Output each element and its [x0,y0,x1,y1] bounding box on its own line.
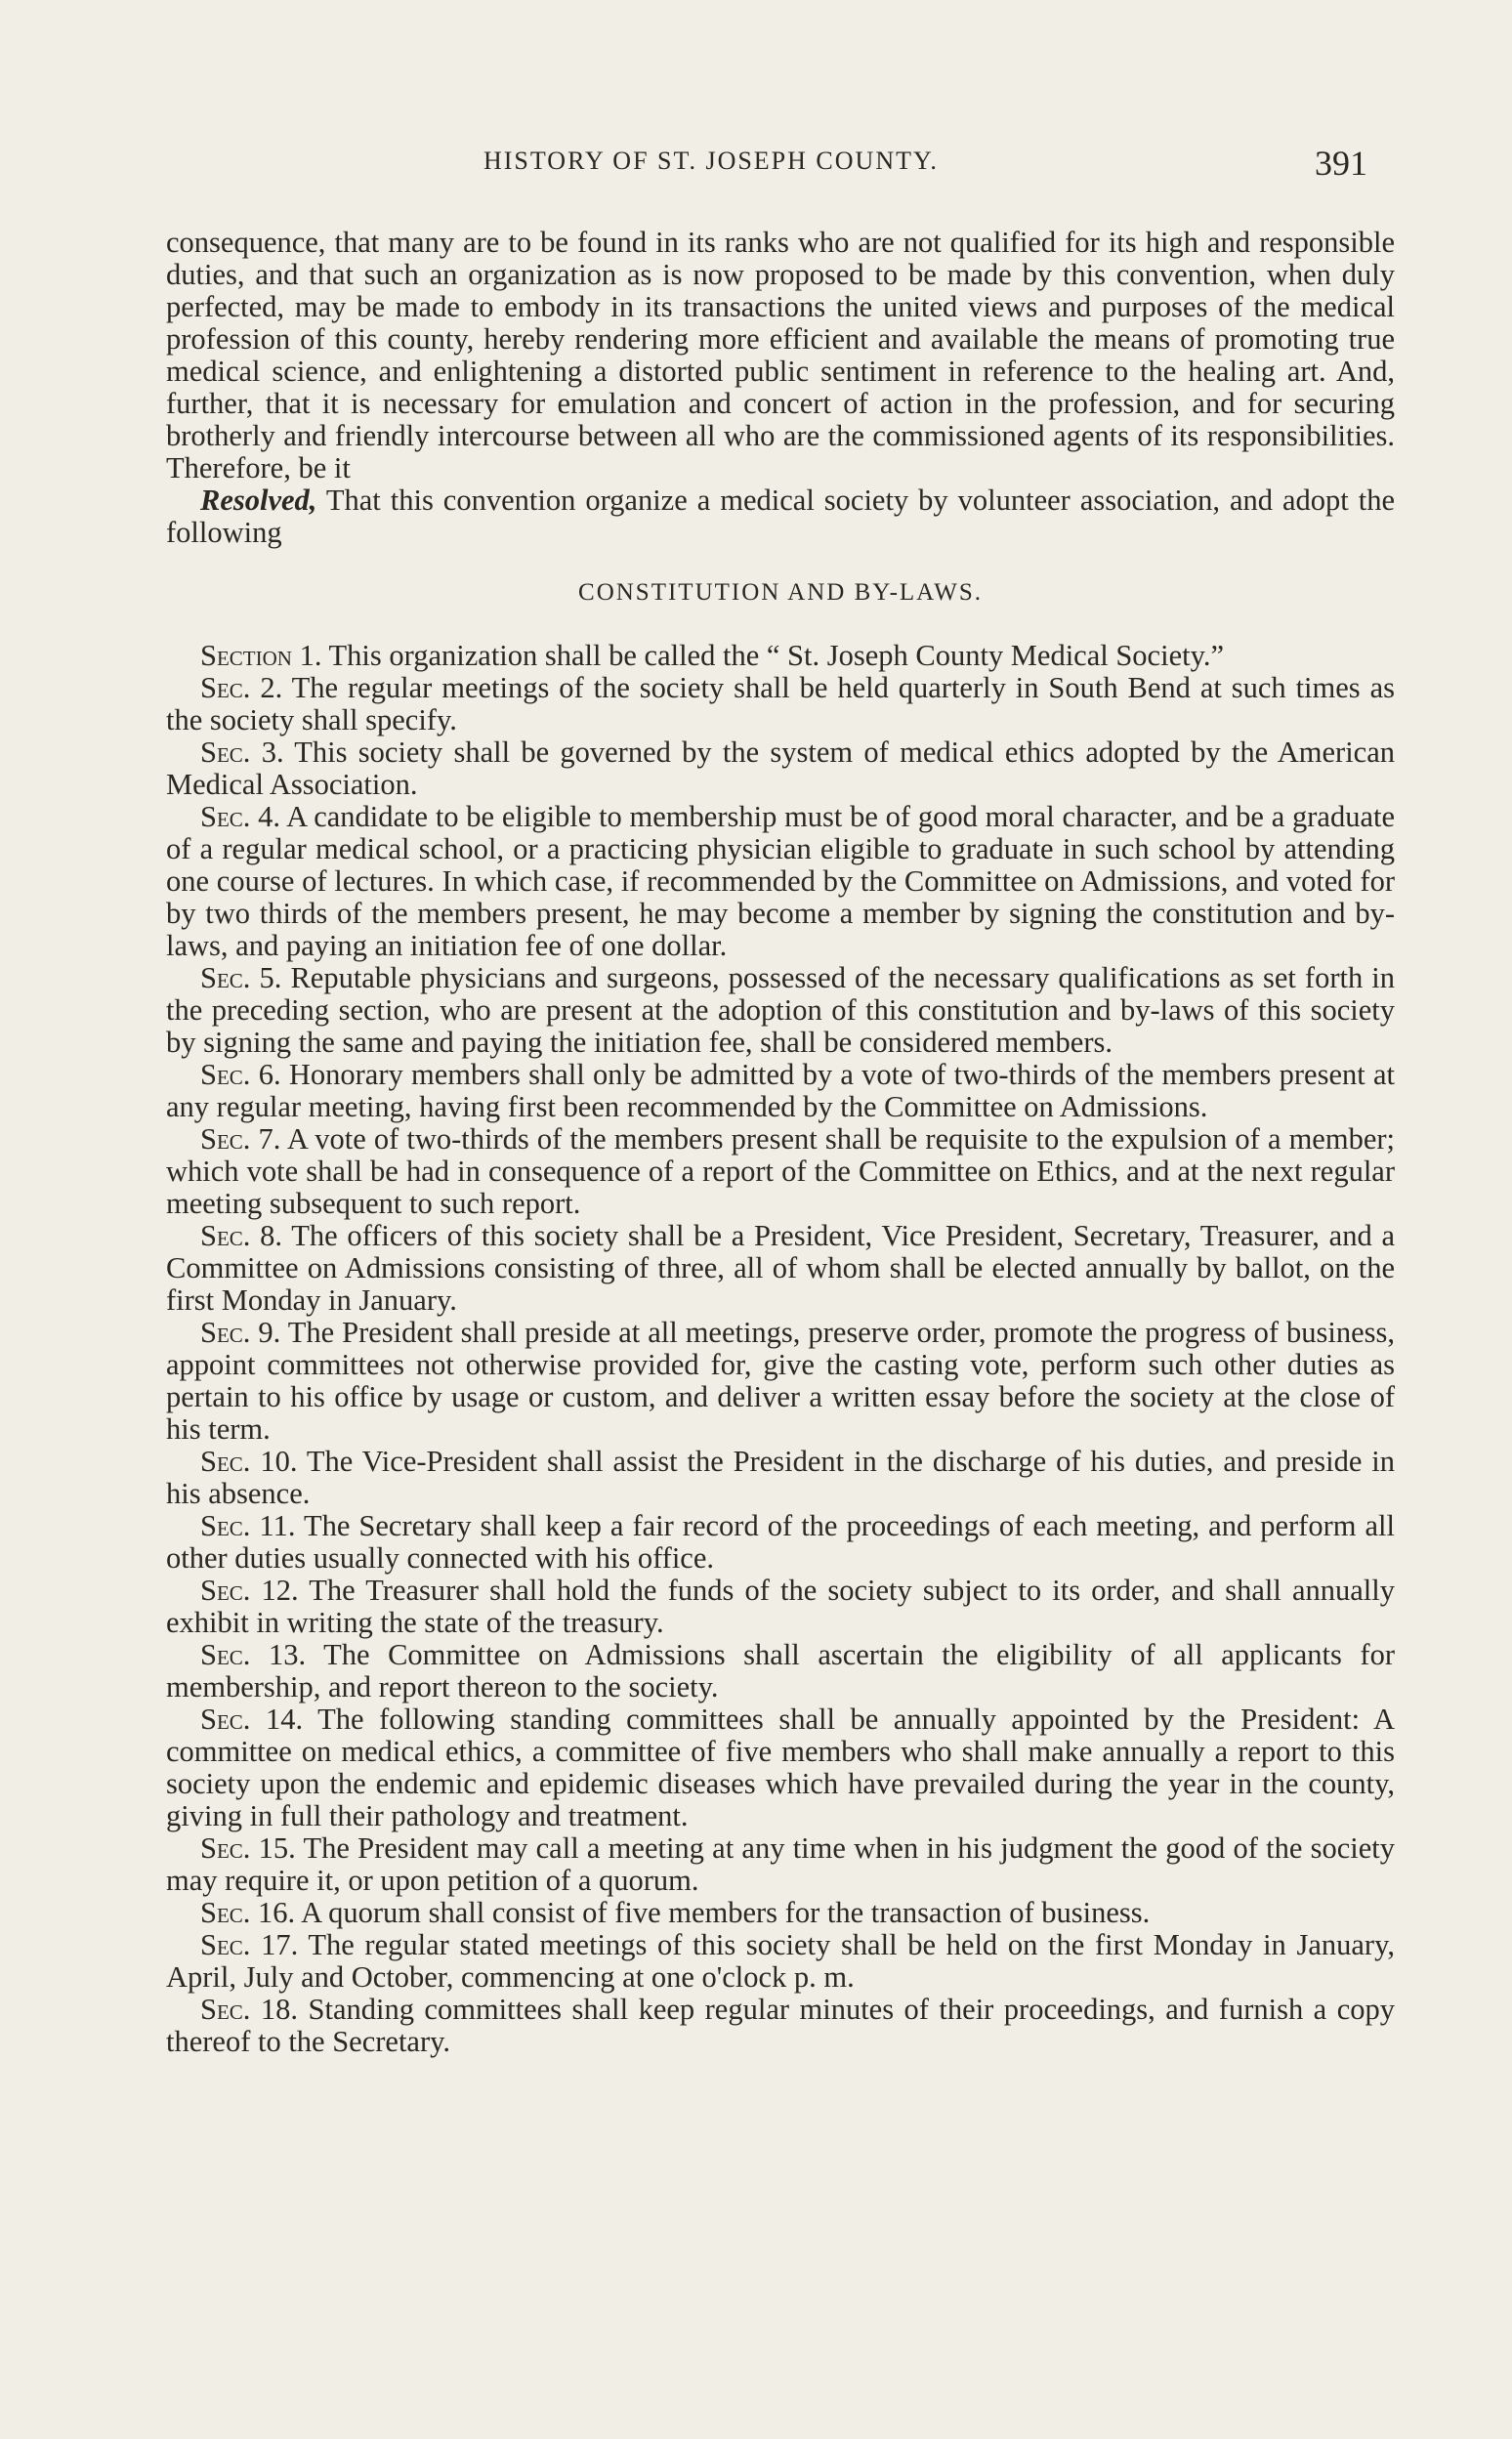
section-text: Standing committees shall keep regular minutes of their proceedings, and furnish a copy thereof to the Secretary. [166,1993,1395,2058]
section-label: Sec. 7. [200,1122,281,1156]
section-paragraph [166,736,1395,801]
section-text: The officers of this society shall be a President, Vice President, Secretary, Treasurer, and a Committee on Admissions consisting of three, all of whom shall be elected annually by ballot, on the first Monday in January. [166,1219,1395,1317]
section-text: The President shall preside at all meetings, preserve order, promote the progress of business, appoint committees not otherwise provided for, give the casting vote, perform such other duties as pertain to his office by usage or custom, and deliver a written essay before the society at the close of his term. [166,1316,1395,1446]
constitution-sections [166,640,1395,2058]
section-label: Sec. 16. [200,1896,296,1929]
section-label: Sec. 13. [200,1638,307,1671]
section-text: The Committee on Admissions shall ascertain the eligibility of all applicants for membership, and report thereon to the society. [166,1638,1395,1703]
section-label: Sec. 9. [200,1316,281,1349]
section-text: A candidate to be eligible to membership must be of good moral character, and be a graduate of a regular medical school, or a practicing physician eligible to graduate in such school by attending one course of lectures. In which case, if recommended by the Committee on Admissions, and voted for by two thirds of the members present, he may become a member by signing the constitution and by-laws, and paying an initiation fee of one dollar. [166,800,1395,962]
section-paragraph [166,1317,1395,1446]
section-paragraph [166,1703,1395,1832]
section-text: Reputable physicians and surgeons, possessed of the necessary qualifications as set forth in the preceding section, who are present at the adoption of this constitution and by-laws of this society by signing the same and paying the initiation fee, shall be considered members. [166,961,1395,1059]
section-text: The Vice-President shall assist the President in the discharge of his duties, and preside in his absence. [166,1445,1395,1510]
section-text: This society shall be governed by the system of medical ethics adopted by the American Medical Association. [166,736,1395,801]
section-text: The Treasurer shall hold the funds of the society subject to its order, and shall annually exhibit in writing the state of the treasury. [166,1574,1395,1639]
section-paragraph [166,1897,1395,1929]
section-paragraph [166,1059,1395,1123]
section-label: Sec. 14. [200,1703,304,1736]
section-text: The Secretary shall keep a fair record of the proceedings of each meeting, and perform all other duties usually connected with his office. [166,1509,1396,1575]
section-text: The regular stated meetings of this society shall be held on the first Monday in January, April, July and October, commencing at one o'clock p. m. [166,1928,1395,1994]
section-text: The following standing committees shall be annually appointed by the President: A committee on medical ethics, a committee of five members who shall make annually a report to this society upon the endemic and epidemic diseases which have prevailed during the year in the county, giving in full their pathology and treatment. [166,1703,1395,1832]
section-text: A vote of two-thirds of the members present shall be requisite to the expulsion of a member; which vote shall be had in consequence of a report of the Committee on Ethics, and at the next regular meeting subsequent to such report. [166,1122,1395,1220]
section-label: Sec. 11. [200,1509,296,1542]
section-label: Sec. 3. [200,736,284,769]
section-paragraph [166,640,1395,672]
section-paragraph [166,1575,1395,1639]
section-label: Sec. 4. [200,800,281,833]
section-paragraph [166,1639,1395,1703]
section-label: Sec. 2. [200,671,283,704]
section-text: The regular meetings of the society shall be held quarterly in South Bend at such times as the society shall specify. [166,671,1395,736]
page-number: 391 [1315,144,1367,183]
section-text: The President may call a meeting at any time when in his judgment the good of the society may require it, or upon petition of a quorum. [166,1831,1395,1897]
section-paragraph [166,1832,1395,1897]
intro-paragraph: consequence, that many are to be found in its ranks who are not qualified for its high and responsible duties, and that such an organization as is now proposed to be made by this convention, when duly perfected, may be made to embody in its transactions the united views and purposes of the medical profession of this county, hereby rendering more efficient and available the means of promoting true medical science, and enlightening a distorted public sentiment in reference to the healing art. And, further, that it is necessary for emulation and concert of action in the profession, and for securing brotherly and friendly intercourse between all who are the commissioned agents of its responsibilities. Therefore, be it [166,226,1395,484]
section-text: Honorary members shall only be admitted by a vote of two-thirds of the members present at any regular meeting, having first been recommended by the Committee on Admissions. [166,1058,1395,1123]
section-text: This organization shall be called the “ St. Joseph County Medical Society.” [321,639,1225,672]
section-text: A quorum shall consist of five members for the transaction of business. [295,1896,1151,1929]
constitution-heading: CONSTITUTION AND BY-LAWS. [578,579,983,606]
resolved-text: That this convention organize a medical society by volunteer association, and adopt the following [166,484,1395,549]
section-label: Sec. 12. [200,1574,299,1607]
section-label: Sec. 15. [200,1831,296,1865]
section-label: Section 1. [200,639,322,672]
section-paragraph [166,1220,1395,1317]
resolution-paragraph [166,484,1395,549]
section-label: Sec. 10. [200,1445,298,1478]
section-paragraph [166,1994,1395,2058]
section-label: Sec. 5. [200,961,282,994]
section-paragraph [166,672,1395,736]
section-label: Sec. 18. [200,1993,299,2026]
section-paragraph [166,801,1395,962]
section-paragraph [166,1123,1395,1220]
section-paragraph [166,1929,1395,1994]
section-paragraph [166,962,1395,1059]
section-paragraph [166,1446,1395,1510]
running-head: HISTORY OF ST. JOSEPH COUNTY. [483,147,939,175]
section-paragraph [166,1510,1395,1575]
section-label: Sec. 17. [200,1928,299,1961]
resolved-label: Resolved, [200,484,317,517]
page-body [166,227,1395,2058]
section-label: Sec. 8. [200,1219,283,1252]
section-label: Sec. 6. [200,1058,281,1091]
